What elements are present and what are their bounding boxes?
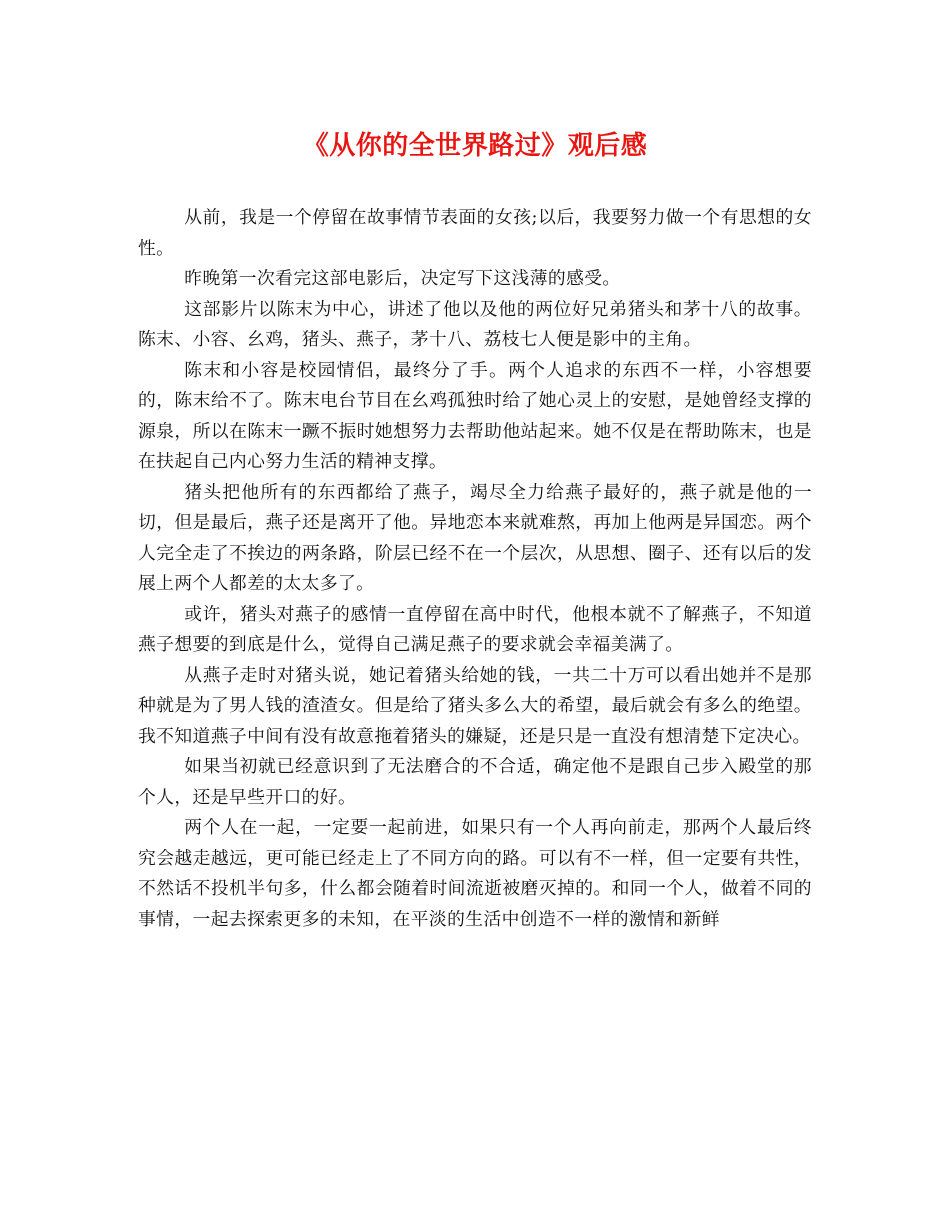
document-body — [138, 203, 812, 935]
paragraph: 这部影片以陈末为中心，讲述了他以及他的两位好兄弟猪头和茅十八的故事。陈末、小容、幺鸡，猪头、燕子，茅十八、荔枝七人便是影中的主角。 — [138, 298, 812, 350]
paragraph: 两个人在一起，一定要一起前进，如果只有一个人再向前走，那两个人最后终究会越走越远，更可能已经走上了不同方向的路。可以有不一样，但一定要有共性，不然话不投机半句多，什么都会随着时间流逝被磨灭掉的。和同一个人，做着不同的事情，一起去探索更多的未知，在平淡的生活中创造不一样的激情和新鲜 — [138, 817, 812, 930]
paragraph: 或许，猪头对燕子的感情一直停留在高中时代，他根本就不了解燕子，不知道燕子想要的到底是什么，觉得自己满足燕子的要求就会幸福美满了。 — [138, 603, 812, 655]
paragraph: 从前，我是一个停留在故事情节表面的女孩;以后，我要努力做一个有思想的女性。 — [138, 207, 812, 259]
paragraph: 从燕子走时对猪头说，她记着猪头给她的钱，一共二十万可以看出她并不是那种就是为了男人钱的渣渣女。但是给了猪头多么大的希望，最后就会有多么的绝望。我不知道燕子中间有没有故意拖着猪头的嫌疑，还是只是一直没有想清楚下定决心。 — [138, 664, 812, 747]
paragraph: 猪头把他所有的东西都给了燕子，竭尽全力给燕子最好的，燕子就是他的一切，但是最后，燕子还是离开了他。异地恋本来就难熬，再加上他两是异国恋。两个人完全走了不挨边的两条路，阶层已经不在一个层次，从思想、圈子、还有以后的发展上两个人都差的太太多了。 — [138, 481, 812, 594]
paragraph: 如果当初就已经意识到了无法磨合的不合适，确定他不是跟自己步入殿堂的那个人，还是早些开口的好。 — [138, 756, 812, 808]
document-title: 《从你的全世界路过》观后感 — [302, 131, 648, 161]
paragraph: 昨晚第一次看完这部电影后，决定写下这浅薄的感受。 — [184, 268, 621, 289]
paragraph: 陈末和小容是校园情侣，最终分了手。两个人追求的东西不一样，小容想要的，陈末给不了。陈末电台节目在幺鸡孤独时给了她心灵上的安慰，是她曾经支撑的源泉，所以在陈末一蹶不振时她想努力去帮助他站起来。她不仅是在帮助陈末，也是在扶起自己内心努力生活的精神支撑。 — [138, 359, 812, 472]
